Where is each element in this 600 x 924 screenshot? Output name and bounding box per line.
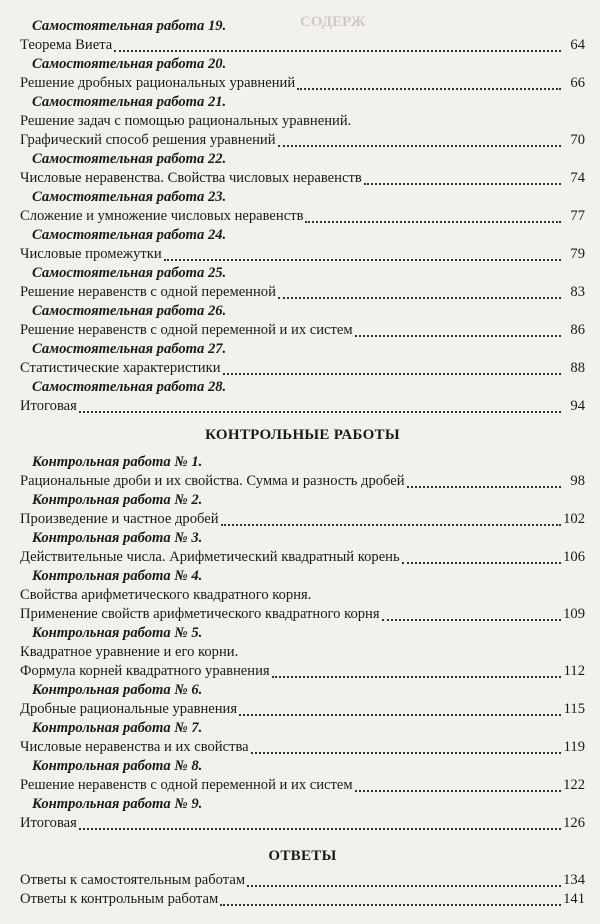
work-heading: Самостоятельная работа 20. bbox=[32, 56, 227, 72]
work-heading: Контрольная работа № 6. bbox=[32, 682, 203, 698]
work-heading: Контрольная работа № 4. bbox=[32, 568, 203, 584]
toc-entry-title: Свойства арифметического квадратного корня. bbox=[20, 587, 312, 603]
toc-entry[interactable] bbox=[20, 169, 585, 188]
toc-page-number: 122 bbox=[563, 777, 585, 793]
toc-entry[interactable] bbox=[20, 207, 585, 226]
toc-entry[interactable] bbox=[20, 245, 585, 264]
control-works-list bbox=[20, 453, 585, 833]
toc-page-number: 70 bbox=[570, 132, 585, 148]
dot-leader bbox=[247, 871, 561, 887]
work-heading: Контрольная работа № 7. bbox=[32, 720, 203, 736]
work-heading: Контрольная работа № 5. bbox=[32, 625, 203, 641]
dot-leader bbox=[251, 738, 561, 754]
toc-entry-title: Сложение и умножение числовых неравенств bbox=[20, 208, 304, 224]
dot-leader bbox=[79, 397, 561, 413]
independent-works-list bbox=[20, 17, 585, 416]
toc-entry-title: Ответы к самостоятельным работам bbox=[20, 872, 246, 888]
work-heading: Самостоятельная работа 26. bbox=[32, 303, 227, 319]
bleed-through-text: СОДЕРЖ bbox=[300, 14, 366, 30]
work-heading: Контрольная работа № 9. bbox=[32, 796, 203, 812]
toc-page-number: 126 bbox=[563, 815, 585, 831]
toc-entry[interactable] bbox=[20, 548, 585, 567]
toc-page-number: 88 bbox=[570, 360, 585, 376]
toc-entry-title: Решение неравенств с одной переменной bbox=[20, 284, 276, 300]
toc-entry-title: Числовые неравенства и их свойства bbox=[20, 739, 249, 755]
toc-entry-title: Формула корней квадратного уравнения bbox=[20, 663, 270, 679]
toc-page-number: 86 bbox=[570, 322, 585, 338]
dot-leader bbox=[223, 359, 561, 375]
answers-list bbox=[20, 871, 585, 909]
toc-entry-title: Графический способ решения уравнений bbox=[20, 132, 276, 148]
work-heading: Контрольная работа № 2. bbox=[32, 492, 203, 508]
dot-leader bbox=[364, 169, 561, 185]
toc-entry[interactable] bbox=[20, 36, 585, 55]
work-heading: Самостоятельная работа 23. bbox=[32, 189, 227, 205]
toc-entry-title: Числовые неравенства. Свойства числовых неравенств bbox=[20, 170, 362, 186]
dot-leader bbox=[239, 700, 561, 716]
dot-leader bbox=[220, 890, 561, 906]
dot-leader bbox=[297, 74, 561, 90]
toc-entry-title: Теорема Виета bbox=[20, 37, 113, 53]
dot-leader bbox=[272, 662, 561, 678]
dot-leader bbox=[305, 207, 561, 223]
toc-entry-title: Дробные рациональные уравнения bbox=[20, 701, 238, 717]
work-heading: Контрольная работа № 8. bbox=[32, 758, 203, 774]
dot-leader bbox=[355, 321, 561, 337]
toc-page-number: 77 bbox=[570, 208, 585, 224]
work-heading: Самостоятельная работа 24. bbox=[32, 227, 227, 243]
toc-page-number: 119 bbox=[563, 739, 585, 755]
toc-entry[interactable] bbox=[20, 397, 585, 416]
toc-entry[interactable] bbox=[20, 321, 585, 340]
toc-entry-title: Числовые промежутки bbox=[20, 246, 162, 262]
toc-entry-title: Рациональные дроби и их свойства. Сумма и разность дробей bbox=[20, 473, 405, 489]
work-heading: Самостоятельная работа 28. bbox=[32, 379, 227, 395]
toc-page-number: 109 bbox=[563, 606, 585, 622]
dot-leader bbox=[221, 510, 561, 526]
toc-entry[interactable] bbox=[20, 776, 585, 795]
toc-page-number: 106 bbox=[563, 549, 585, 565]
toc-entry-title: Квадратное уравнение и его корни. bbox=[20, 644, 239, 660]
toc-entry-title: Итоговая bbox=[20, 815, 77, 831]
toc-entry[interactable] bbox=[20, 510, 585, 529]
dot-leader bbox=[407, 472, 561, 488]
toc-page-number: 66 bbox=[570, 75, 585, 91]
toc-page-number: 102 bbox=[563, 511, 585, 527]
toc-entry-title: Итоговая bbox=[20, 398, 77, 414]
toc-entry[interactable] bbox=[20, 890, 585, 909]
toc-page-number: 83 bbox=[570, 284, 585, 300]
toc-page-number: 112 bbox=[563, 663, 585, 679]
toc-entry[interactable] bbox=[20, 738, 585, 757]
control-works-heading: КОНТРОЛЬНЫЕ РАБОТЫ bbox=[205, 427, 400, 443]
work-heading: Самостоятельная работа 25. bbox=[32, 265, 227, 281]
toc-entry[interactable] bbox=[20, 283, 585, 302]
toc-entry[interactable] bbox=[20, 814, 585, 833]
dot-leader bbox=[278, 283, 561, 299]
dot-leader bbox=[278, 131, 561, 147]
toc-entry-title: Статистические характеристики bbox=[20, 360, 221, 376]
work-heading: Контрольная работа № 1. bbox=[32, 454, 203, 470]
dot-leader bbox=[402, 548, 561, 564]
toc-page-number: 94 bbox=[570, 398, 585, 414]
toc-page-number: 74 bbox=[570, 170, 585, 186]
dot-leader bbox=[164, 245, 561, 261]
toc-entry-title: Произведение и частное дробей bbox=[20, 511, 219, 527]
toc-page-number: 64 bbox=[570, 37, 585, 53]
dot-leader bbox=[114, 36, 561, 52]
toc-entry[interactable] bbox=[20, 700, 585, 719]
work-heading: Контрольная работа № 3. bbox=[32, 530, 203, 546]
toc-entry-title: Решение неравенств с одной переменной и их систем bbox=[20, 322, 353, 338]
toc-entry[interactable] bbox=[20, 605, 585, 624]
work-heading: Самостоятельная работа 27. bbox=[32, 341, 227, 357]
toc-page-number: 141 bbox=[563, 891, 585, 907]
toc-entry[interactable] bbox=[20, 74, 585, 93]
toc-entry[interactable] bbox=[20, 586, 585, 605]
toc-entry-title: Решение неравенств с одной переменной и их систем bbox=[20, 777, 353, 793]
work-heading: Самостоятельная работа 19. bbox=[32, 18, 227, 34]
table-of-contents bbox=[20, 17, 585, 909]
toc-entry[interactable] bbox=[20, 359, 585, 378]
toc-entry-title: Действительные числа. Арифметический квадратный корень bbox=[20, 549, 400, 565]
toc-page-number: 79 bbox=[570, 246, 585, 262]
toc-page-number: 134 bbox=[563, 872, 585, 888]
dot-leader bbox=[79, 814, 561, 830]
dot-leader bbox=[382, 605, 561, 621]
toc-entry-title: Решение задач с помощью рациональных уравнений. bbox=[20, 113, 352, 129]
toc-page-number: 98 bbox=[570, 473, 585, 489]
toc-entry-title: Решение дробных рациональных уравнений bbox=[20, 75, 296, 91]
answers-heading: ОТВЕТЫ bbox=[268, 848, 337, 864]
toc-entry[interactable] bbox=[20, 662, 585, 681]
toc-entry[interactable] bbox=[20, 112, 585, 131]
toc-entry-title: Ответы к контрольным работам bbox=[20, 891, 219, 907]
toc-entry-title: Применение свойств арифметического квадратного корня bbox=[20, 606, 380, 622]
work-heading: Самостоятельная работа 21. bbox=[32, 94, 227, 110]
toc-page-number: 115 bbox=[563, 701, 585, 717]
work-heading: Самостоятельная работа 22. bbox=[32, 151, 227, 167]
toc-entry[interactable] bbox=[20, 871, 585, 890]
toc-entry[interactable] bbox=[20, 472, 585, 491]
toc-entry[interactable] bbox=[20, 131, 585, 150]
toc-entry[interactable] bbox=[20, 643, 585, 662]
dot-leader bbox=[355, 776, 561, 792]
